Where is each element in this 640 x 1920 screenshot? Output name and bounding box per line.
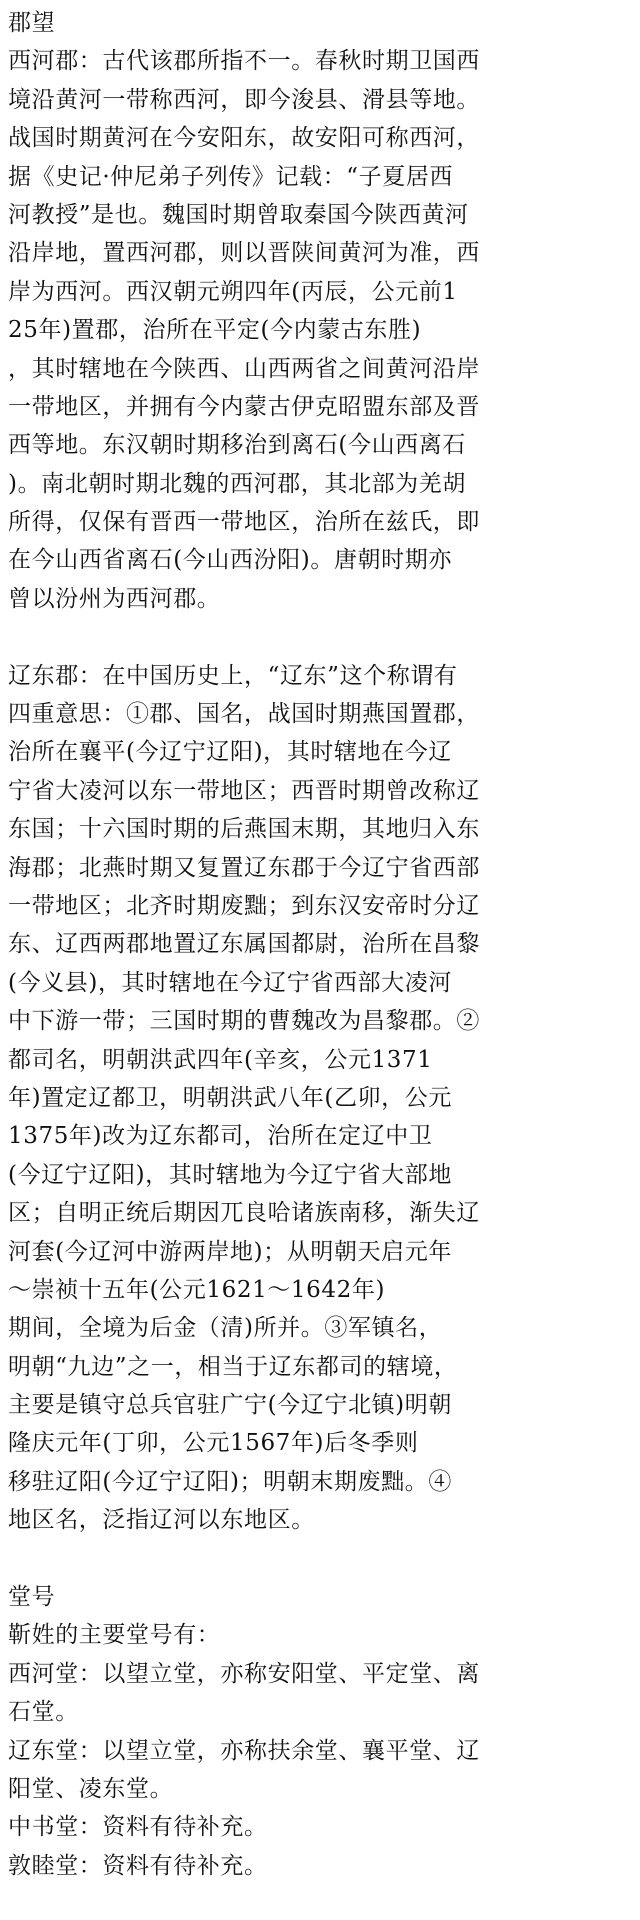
text-line: 所得，仅保有晋西一带地区，治所在兹氏，即 (8, 509, 480, 536)
text-line: 宁省大凌河以东一带地区；西晋时期曾改称辽 (8, 777, 480, 804)
text-line: 郡望 (8, 10, 56, 36)
text-section (8, 657, 634, 1540)
text-line: 主要是镇守总兵官驻广宁(今辽宁北镇)明朝 (8, 1392, 452, 1419)
text-section (8, 4, 634, 618)
text-line: 四重意思：①郡、国名，战国时期燕国置郡， (8, 701, 480, 728)
text-line: 靳姓的主要堂号有： (8, 1622, 221, 1649)
paragraph-gap (8, 1540, 634, 1578)
text-line: 移驻辽阳(今辽宁辽阳)；明朝末期废黜。④ (8, 1468, 452, 1495)
text-line: 岸为西河。西汉朝元朔四年(丙辰，公元前1 (8, 278, 458, 305)
text-line: 堂号 (8, 1584, 56, 1611)
text-line: 境沿黄河一带称西河，即今浚县、滑县等地。 (8, 86, 480, 113)
text-line: 隆庆元年(丁卯，公元1567年)后冬季则 (8, 1430, 419, 1457)
text-line: 石堂。 (8, 1699, 79, 1726)
text-line: 中书堂：资料有待补充。 (8, 1814, 268, 1841)
text-line: )。南北朝时期北魏的西河郡，其北部为羌胡 (8, 470, 466, 497)
text-line: 一带地区；北齐时期废黜；到东汉安帝时分辽 (8, 892, 480, 919)
text-line: 辽东郡：在中国历史上，“辽东”这个称谓有 (8, 662, 458, 689)
text-line: 区；自明正统后期因兀良哈诸族南移，渐失辽 (8, 1200, 480, 1227)
text-line: 明朝“九边”之一，相当于辽东都司的辖境， (8, 1353, 458, 1380)
text-line: ，其时辖地在今陕西、山西两省之间黄河沿岸 (8, 355, 480, 382)
text-line: 河套(今辽河中游两岸地)；从明朝天启元年 (8, 1238, 452, 1265)
text-line: 东国；十六国时期的后燕国末期，其地归入东 (8, 816, 480, 843)
text-line: 海郡；北燕时期又复置辽东郡于今辽宁省西部 (8, 854, 480, 881)
text-line: (今辽宁辽阳)，其时辖地为今辽宁省大部地 (8, 1161, 452, 1188)
text-line: 1375年)改为辽东都司，治所在定辽中卫 (8, 1123, 433, 1150)
paragraph-gap (8, 618, 634, 656)
text-line: 一带地区，并拥有今内蒙古伊克昭盟东部及晋 (8, 393, 480, 420)
text-line: ～崇祯十五年(公元1621～1642年) (8, 1276, 386, 1303)
text-line: 在今山西省离石(今山西汾阳)。唐朝时期亦 (8, 547, 452, 574)
text-line: 年)置定辽都卫，明朝洪武八年(乙卯，公元 (8, 1084, 452, 1111)
text-line: 地区名，泛指辽河以东地区。 (8, 1507, 315, 1534)
text-line: 25年)置郡，治所在平定(今内蒙古东胜) (8, 317, 422, 344)
text-line: 曾以汾州为西河郡。 (8, 585, 221, 612)
text-line: 河教授”是也。魏国时期曾取秦国今陕西黄河 (8, 201, 469, 228)
text-line: 期间，全境为后金（清)所并。③军镇名， (8, 1315, 443, 1342)
text-line: 都司名，明朝洪武四年(辛亥，公元1371 (8, 1046, 433, 1073)
text-line: 中下游一带；三国时期的曹魏改为昌黎郡。② (8, 1008, 480, 1035)
text-line: 西河堂：以望立堂，亦称安阳堂、平定堂、离 (8, 1660, 480, 1687)
text-line: 阳堂、凌东堂。 (8, 1775, 174, 1802)
text-line: 辽东堂：以望立堂，亦称扶余堂、襄平堂、辽 (8, 1737, 480, 1764)
text-section (8, 1578, 634, 1885)
text-line: 治所在襄平(今辽宁辽阳)，其时辖地在今辽 (8, 739, 452, 766)
text-line: 据《史记·仲尼弟子列传》记载：“子夏居西 (8, 163, 454, 190)
text-line: (今义县)，其时辖地在今辽宁省西部大凌河 (8, 969, 452, 996)
text-line: 西等地。东汉朝时期移治到离石(今山西离石 (8, 432, 466, 459)
text-line: 战国时期黄河在今安阳东，故安阳可称西河， (8, 125, 480, 152)
text-line: 敦睦堂：资料有待补充。 (8, 1852, 268, 1879)
text-line: 沿岸地，置西河郡，则以晋陕间黄河为准，西 (8, 240, 480, 267)
text-line: 西河郡：古代该郡所指不一。春秋时期卫国西 (8, 48, 480, 75)
text-line: 东、辽西两郡地置辽东属国都尉，治所在昌黎 (8, 931, 480, 958)
document-body (8, 4, 634, 1885)
